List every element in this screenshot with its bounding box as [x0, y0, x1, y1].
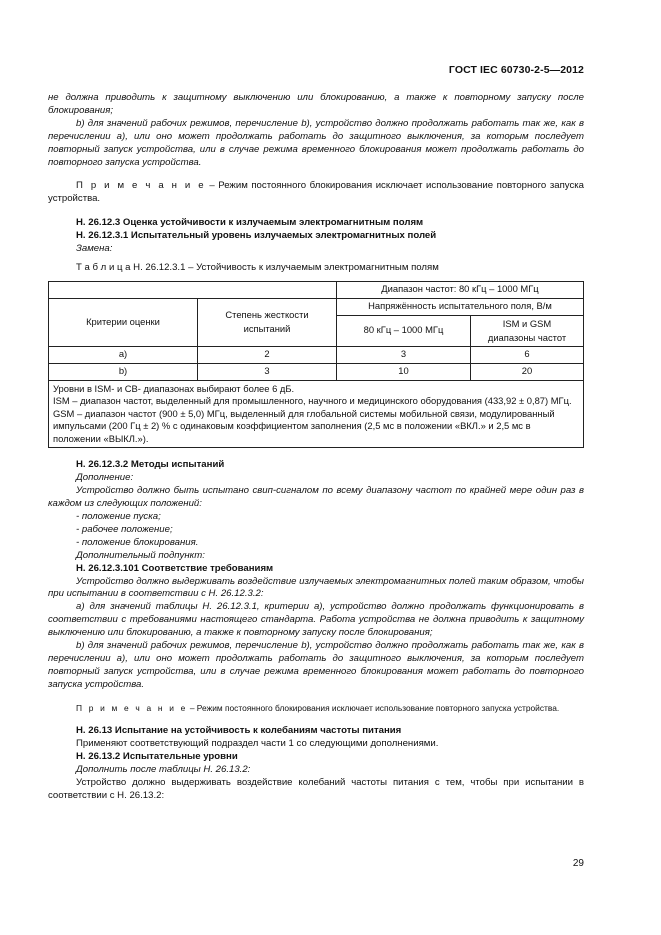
paragraph-top-continuation: не должна приводить к защитному выключению или блокированию, а также к повторному запуску после блокирования;	[48, 92, 584, 116]
table-range-header: Диапазон частот: 80 кГц – 1000 МГц	[337, 281, 584, 298]
heading-26-13-2: Н. 26.13.2 Испытательные уровни	[76, 751, 238, 762]
paragraph-applies: Применяют соответствующий подраздел части 1 со следующими дополнениями.	[76, 738, 439, 750]
main-text	[48, 92, 584, 803]
paragraph-top-b: b) для значений рабочих режимов, перечисление b), устройство должно продолжать работать так же, как в перечислении a), или оно может продолжать работать до защитного выключения, за которым последует повторный запуск устройства, или в случае режима временного блокирования может продолжать работать до повторного запуска устройства.	[48, 117, 584, 168]
document-code: ГОСТ IEC 60730-2-5—2012	[448, 64, 584, 76]
severity-header-line1: Степень жесткости	[225, 309, 309, 321]
note-top	[48, 180, 584, 206]
note-text: – Режим постоянного блокирования исключает использование повторного запуска устройства.	[48, 180, 584, 205]
note-bottom	[48, 703, 584, 715]
table-row	[49, 346, 584, 363]
table-cell-v1: 3	[337, 346, 471, 363]
heading-26-12-3-2: Н. 26.12.3.2 Методы испытаний	[76, 459, 225, 471]
severity-header-line2: испытаний	[243, 323, 291, 335]
table-cell-v1: 10	[337, 363, 471, 380]
table-severity-header	[198, 298, 337, 346]
table-caption: Т а б л и ц а Н. 26.12.3.1 – Устойчивость к излучаемым электромагнитным полям	[76, 261, 439, 273]
table-row	[49, 363, 584, 380]
paragraph-frequency-variation: Устройство должно выдерживать воздействие колебаний частоты питания с тем, чтобы при испытании в соответствии с Н. 26.13.2:	[48, 776, 584, 801]
test-intro: Устройство должно быть испытано свип-сигналом по всему диапазону частот по крайней мере один раз в каждом из следующих положений:	[48, 485, 584, 510]
table-cell-criterion: b)	[49, 363, 198, 380]
table-footnote: Уровни в ISM- и CB- диапазонах выбирают более 6 дБ.	[53, 382, 295, 394]
table-cell-severity: 3	[198, 363, 337, 380]
table-footnote: GSM – диапазон частот (900 ± 5,0) МГц, выделенный для глобальной системы мобильной связи, модулированный импульсами (200 Гц ± 2) % с одинаковым коэффициентом заполнения (2,5 мс в положении «ВКЛ.» и 2,5 мс в положении «ВЫКЛ.»).	[53, 407, 555, 444]
compliance-intro: Устройство должно выдерживать воздействие излучаемых электромагнитных полей таким образом, чтобы при испытании в соответствии с Н. 26.12.3.2:	[48, 575, 584, 600]
note-label: П р и м е ч а н и е	[76, 702, 188, 713]
addition-after-table: Дополнить после таблицы Н. 26.13.2:	[76, 763, 251, 775]
table-empty-corner	[49, 281, 337, 298]
sub2-header-line2: диапазоны частот	[487, 331, 567, 343]
note-label: П р и м е ч а н и е	[76, 180, 206, 192]
table-sub2-header	[471, 315, 584, 346]
list-item: - рабочее положение;	[76, 523, 173, 535]
heading-26-12-3: Н. 26.12.3 Оценка устойчивости к излучаемым электромагнитным полям	[76, 217, 424, 229]
table-cell-severity: 2	[198, 346, 337, 363]
sub2-header-line1: ISM и GSM	[502, 317, 552, 329]
immunity-table	[48, 281, 584, 449]
replace-label: Замена:	[76, 243, 113, 255]
compliance-b: b) для значений рабочих режимов, перечисление b), устройство должно продолжать работать так же, как в перечислении a), или оно может продолжать работать до защитного выключения, за которым последует повторный запуск устройства, или в случае режима временного блокирования может работать до повторного запуска устройства.	[48, 640, 584, 690]
table-sub1-header: 80 кГц – 1000 МГц	[337, 315, 471, 346]
table-footnote: ISM – диапазон частот, выделенный для промышленного, научного и медицинского оборудования (433,92 ± 0,87) МГц.	[53, 395, 572, 407]
table-cell-v2: 20	[471, 363, 584, 380]
note-text: – Режим постоянного блокирования исключает использование повторного запуска устройства.	[187, 702, 560, 713]
page-number: 29	[572, 858, 584, 869]
heading-26-13: Н. 26.13 Испытание на устойчивость к колебаниям частоты питания	[76, 725, 402, 737]
table-footnotes	[49, 380, 584, 448]
list-item: - положение пуска;	[76, 511, 161, 522]
list-item: - положение блокирования.	[76, 536, 199, 548]
table-cell-criterion: a)	[49, 346, 198, 363]
subclause-label: Дополнительный подпункт:	[76, 549, 205, 561]
heading-26-12-3-101: Н. 26.12.3.101 Соответствие требованиям	[76, 562, 274, 574]
table-criteria-header: Критерии оценки	[49, 298, 198, 346]
compliance-a: a) для значений таблицы Н. 26.12.3.1, критерии a), устройство должно продолжать функционировать в соответствии с требованиями настоящего стандарта. Работа устройства не должна приводить к защитному выключению или блокированию, а также к повторному запуску после блокирования;	[48, 601, 584, 639]
table-cell-v2: 6	[471, 346, 584, 363]
table-voltage-header: Напряжённость испытательного поля, В/м	[337, 298, 584, 315]
addition-label: Дополнение:	[76, 472, 134, 484]
heading-26-12-3-1: Н. 26.12.3.1 Испытательный уровень излучаемых электромагнитных полей	[76, 230, 437, 242]
